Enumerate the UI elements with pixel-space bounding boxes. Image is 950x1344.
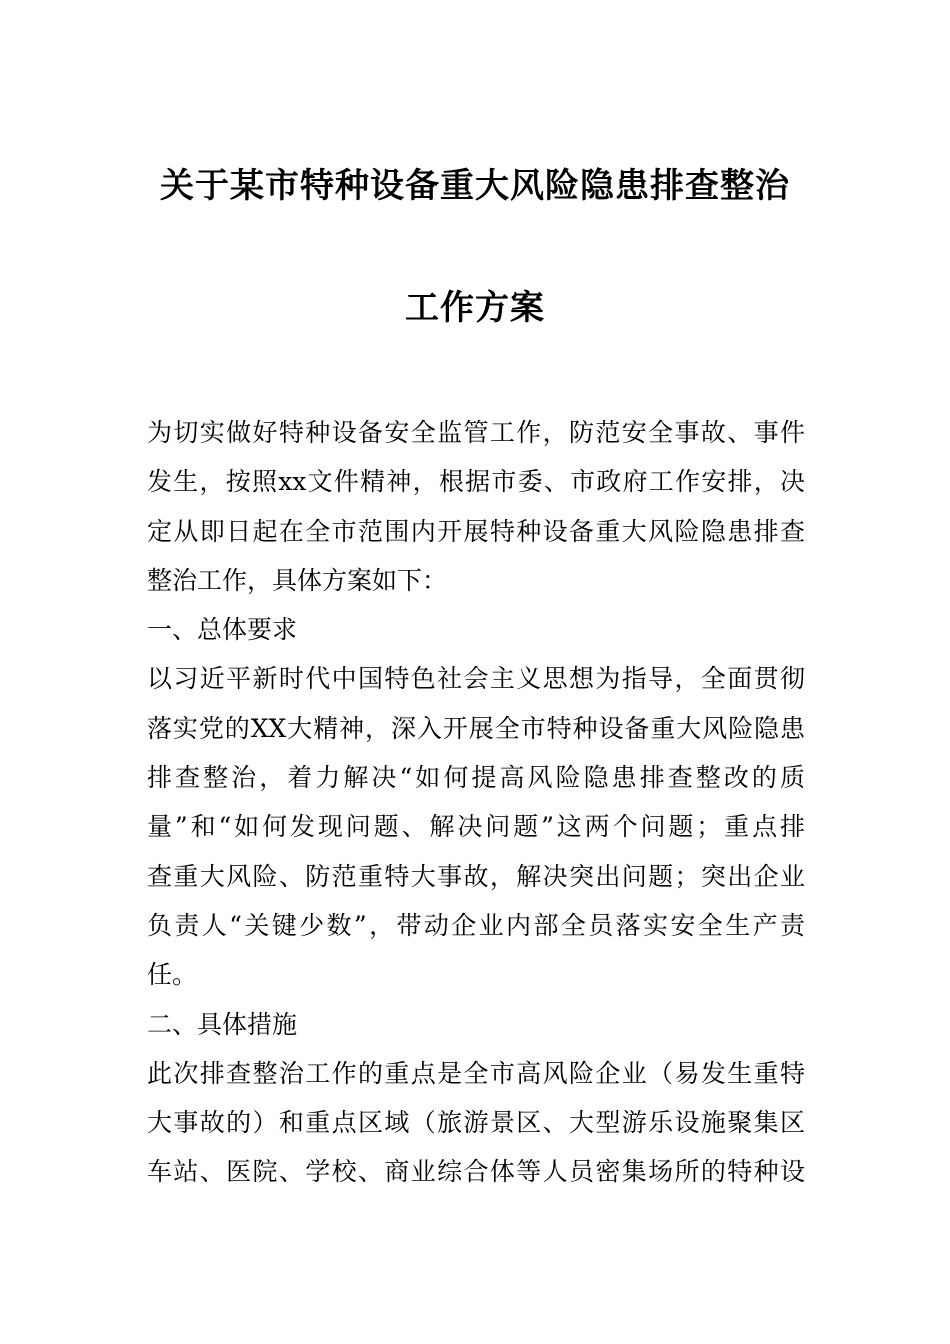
body-line: 车站、医院、学校、商业综合体等人员密集场所的特种设 [147, 1157, 805, 1187]
document-title-line-1: 关于某市特种设备重大风险隐患排查整治 [160, 166, 790, 206]
section-heading-1: 一、总体要求 [147, 615, 298, 645]
body-line: 任。 [147, 960, 198, 990]
body-line: 排查整治，着力解决“如何提高风险隐患排查整改的质 [147, 763, 805, 793]
body-line: 整治工作，具体方案如下： [147, 565, 448, 595]
body-line: 定从即日起在全市范围内开展特种设备重大风险隐患排查 [147, 516, 805, 546]
body-line: 以习近平新时代中国特色社会主义思想为指导，全面贯彻 [147, 664, 805, 694]
section-heading-2: 二、具体措施 [147, 1009, 298, 1039]
body-line: 落实党的XX大精神，深入开展全市特种设备重大风险隐患 [147, 713, 805, 743]
document-title-line-2: 工作方案 [405, 288, 545, 328]
body-line: 此次排查整治工作的重点是全市高风险企业（易发生重特 [147, 1058, 805, 1088]
body-line: 发生，按照xx文件精神，根据市委、市政府工作安排，决 [147, 467, 805, 497]
body-line: 大事故的）和重点区域（旅游景区、大型游乐设施聚集区 [147, 1108, 805, 1138]
body-line: 量”和“如何发现问题、解决问题”这两个问题；重点排 [147, 812, 805, 842]
body-line: 为切实做好特种设备安全监管工作，防范安全事故、事件 [147, 418, 805, 447]
body-line: 负责人“关键少数”，带动企业内部全员落实安全生产责 [147, 910, 805, 940]
document-body [147, 408, 805, 1197]
body-line: 查重大风险、防范重特大事故，解决突出问题；突出企业 [147, 861, 805, 891]
